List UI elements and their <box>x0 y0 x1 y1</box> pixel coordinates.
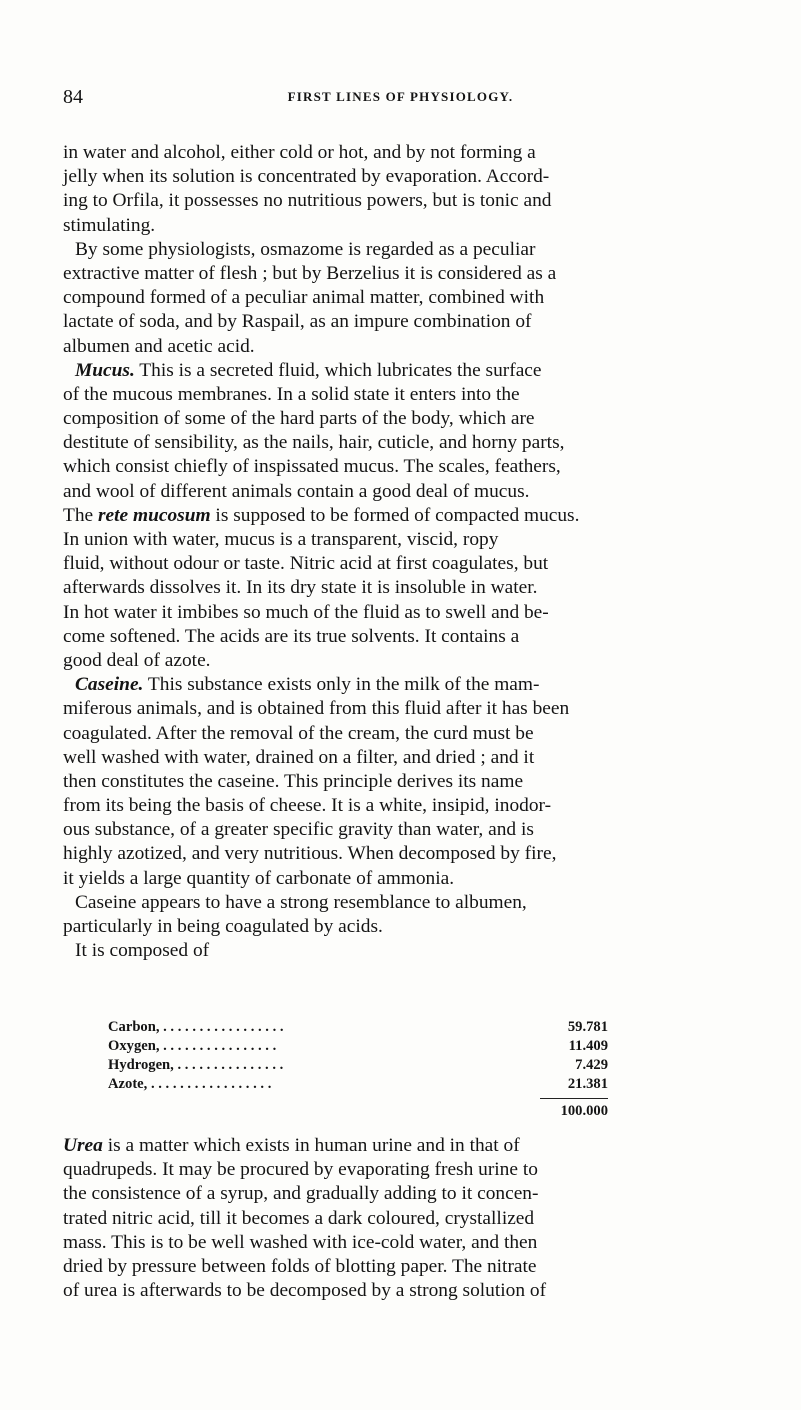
text-line: ous substance, of a greater specific gravity than water, and is <box>63 819 534 841</box>
text-line: trated nitric acid, till it becomes a dark coloured, crystallized <box>63 1207 535 1229</box>
text-line: quadrupeds. It may be procured by evaporating fresh urine to <box>63 1159 538 1181</box>
text-line: lactate of soda, and by Raspail, as an impure combination of <box>63 311 532 333</box>
text-line: highly azotized, and very nutritious. When decomposed by fire, <box>63 843 557 865</box>
text-line: of the mucous membranes. In a solid state it enters into the <box>63 383 520 405</box>
row-label: Hydrogen, . . . . . . . . . . . . . . . <box>108 1057 284 1073</box>
text-line: then constitutes the caseine. This principle derives its name <box>63 770 524 792</box>
text-line: and wool of different animals contain a good deal of mucus. <box>63 480 530 502</box>
text-line: By some physiologists, osmazome is regarded as a peculiar <box>75 238 536 260</box>
running-head: FIRST LINES OF PHYSIOLOGY. <box>287 89 514 104</box>
body-text-continued <box>63 1134 738 1303</box>
mucus-paragraph-start <box>63 359 738 383</box>
text-line: compound formed of a peculiar animal matter, combined with <box>63 287 545 309</box>
text-line: miferous animals, and is obtained from this fluid after it has been <box>63 698 570 720</box>
text-line: Caseine appears to have a strong resemblance to albumen, <box>75 891 527 913</box>
urea-term: Urea <box>63 1135 103 1156</box>
composition-total: 100.000 <box>560 1103 608 1119</box>
text-line: good deal of azote. <box>63 649 211 671</box>
text-line: jelly when its solution is concentrated by evaporation. Accord- <box>63 166 550 188</box>
text-run: This is a secreted fluid, which lubricates the surface <box>134 359 542 381</box>
text-line: in water and alcohol, either cold or hot, and by not forming a <box>63 142 536 163</box>
row-label: Azote, . . . . . . . . . . . . . . . . . <box>108 1076 272 1092</box>
text-run: The <box>63 504 98 526</box>
row-value: 21.381 <box>567 1076 608 1092</box>
text-line: In hot water it imbibes so much of the fluid as to swell and be- <box>63 601 549 623</box>
text-run: is supposed to be formed of compacted mucus. <box>210 504 580 526</box>
text-line: ing to Orfila, it possesses no nutritious powers, but is tonic and <box>63 190 552 212</box>
rete-mucosum-line <box>63 504 738 528</box>
urea-paragraph-start <box>63 1134 738 1158</box>
text-line: stimulating. <box>63 214 156 236</box>
table-row <box>108 1018 608 1037</box>
text-line: come softened. The acids are its true solvents. It contains a <box>63 625 520 647</box>
text-line: destitute of sensibility, as the nails, hair, cuticle, and horny parts, <box>63 432 565 454</box>
row-value: 59.781 <box>567 1019 608 1035</box>
text-line: well washed with water, drained on a filter, and dried ; and it <box>63 746 535 768</box>
text-line: In union with water, mucus is a transparent, viscid, ropy <box>63 529 499 550</box>
text-line: it yields a large quantity of carbonate of ammonia. <box>63 867 455 889</box>
row-label: Carbon, . . . . . . . . . . . . . . . . . <box>108 1019 284 1035</box>
table-row <box>108 1037 608 1056</box>
text-line: particularly in being coagulated by acids. <box>63 916 383 937</box>
table-row <box>108 1075 608 1094</box>
text-line: dried by pressure between folds of blotting paper. The nitrate <box>63 1255 537 1277</box>
text-line: It is composed of <box>75 940 210 962</box>
table-row <box>108 1056 608 1075</box>
text-line: fluid, without odour or taste. Nitric acid at first coagulates, but <box>63 553 549 575</box>
text-line: albumen and acetic acid. <box>63 335 255 357</box>
row-value: 11.409 <box>568 1038 608 1054</box>
text-line: afterwards dissolves it. In its dry state it is insoluble in water. <box>63 577 538 599</box>
text-line: which consist chiefly of inspissated mucus. The scales, feathers, <box>63 456 561 478</box>
text-line: extractive matter of flesh ; but by Berzelius it is considered as a <box>63 262 557 284</box>
sum-rule <box>540 1098 608 1099</box>
mucus-term: Mucus. <box>75 359 135 381</box>
text-line: from its being the basis of cheese. It is a white, insipid, inodor- <box>63 795 552 817</box>
rete-mucosum-term: rete mucosum <box>98 504 211 526</box>
page-number: 84 <box>63 86 83 108</box>
caseine-composition-table <box>108 1018 608 1119</box>
page-header <box>63 86 738 108</box>
row-value: 7.429 <box>575 1057 608 1073</box>
text-line: coagulated. After the removal of the cream, the curd must be <box>63 722 534 744</box>
text-line: mass. This is to be well washed with ice-cold water, and then <box>63 1231 538 1253</box>
caseine-paragraph-start <box>63 673 738 697</box>
text-run: is a matter which exists in human urine and in that of <box>102 1135 520 1156</box>
caseine-term: Caseine. <box>75 674 144 696</box>
text-line: the consistence of a syrup, and gradually adding to it concen- <box>63 1183 539 1205</box>
text-run: This substance exists only in the milk of the mam- <box>143 674 540 696</box>
text-line: of urea is afterwards to be decomposed by a strong solution of <box>63 1280 547 1302</box>
body-text <box>63 141 738 963</box>
text-line: composition of some of the hard parts of the body, which are <box>63 408 535 430</box>
row-label: Oxygen, . . . . . . . . . . . . . . . . <box>108 1038 277 1054</box>
